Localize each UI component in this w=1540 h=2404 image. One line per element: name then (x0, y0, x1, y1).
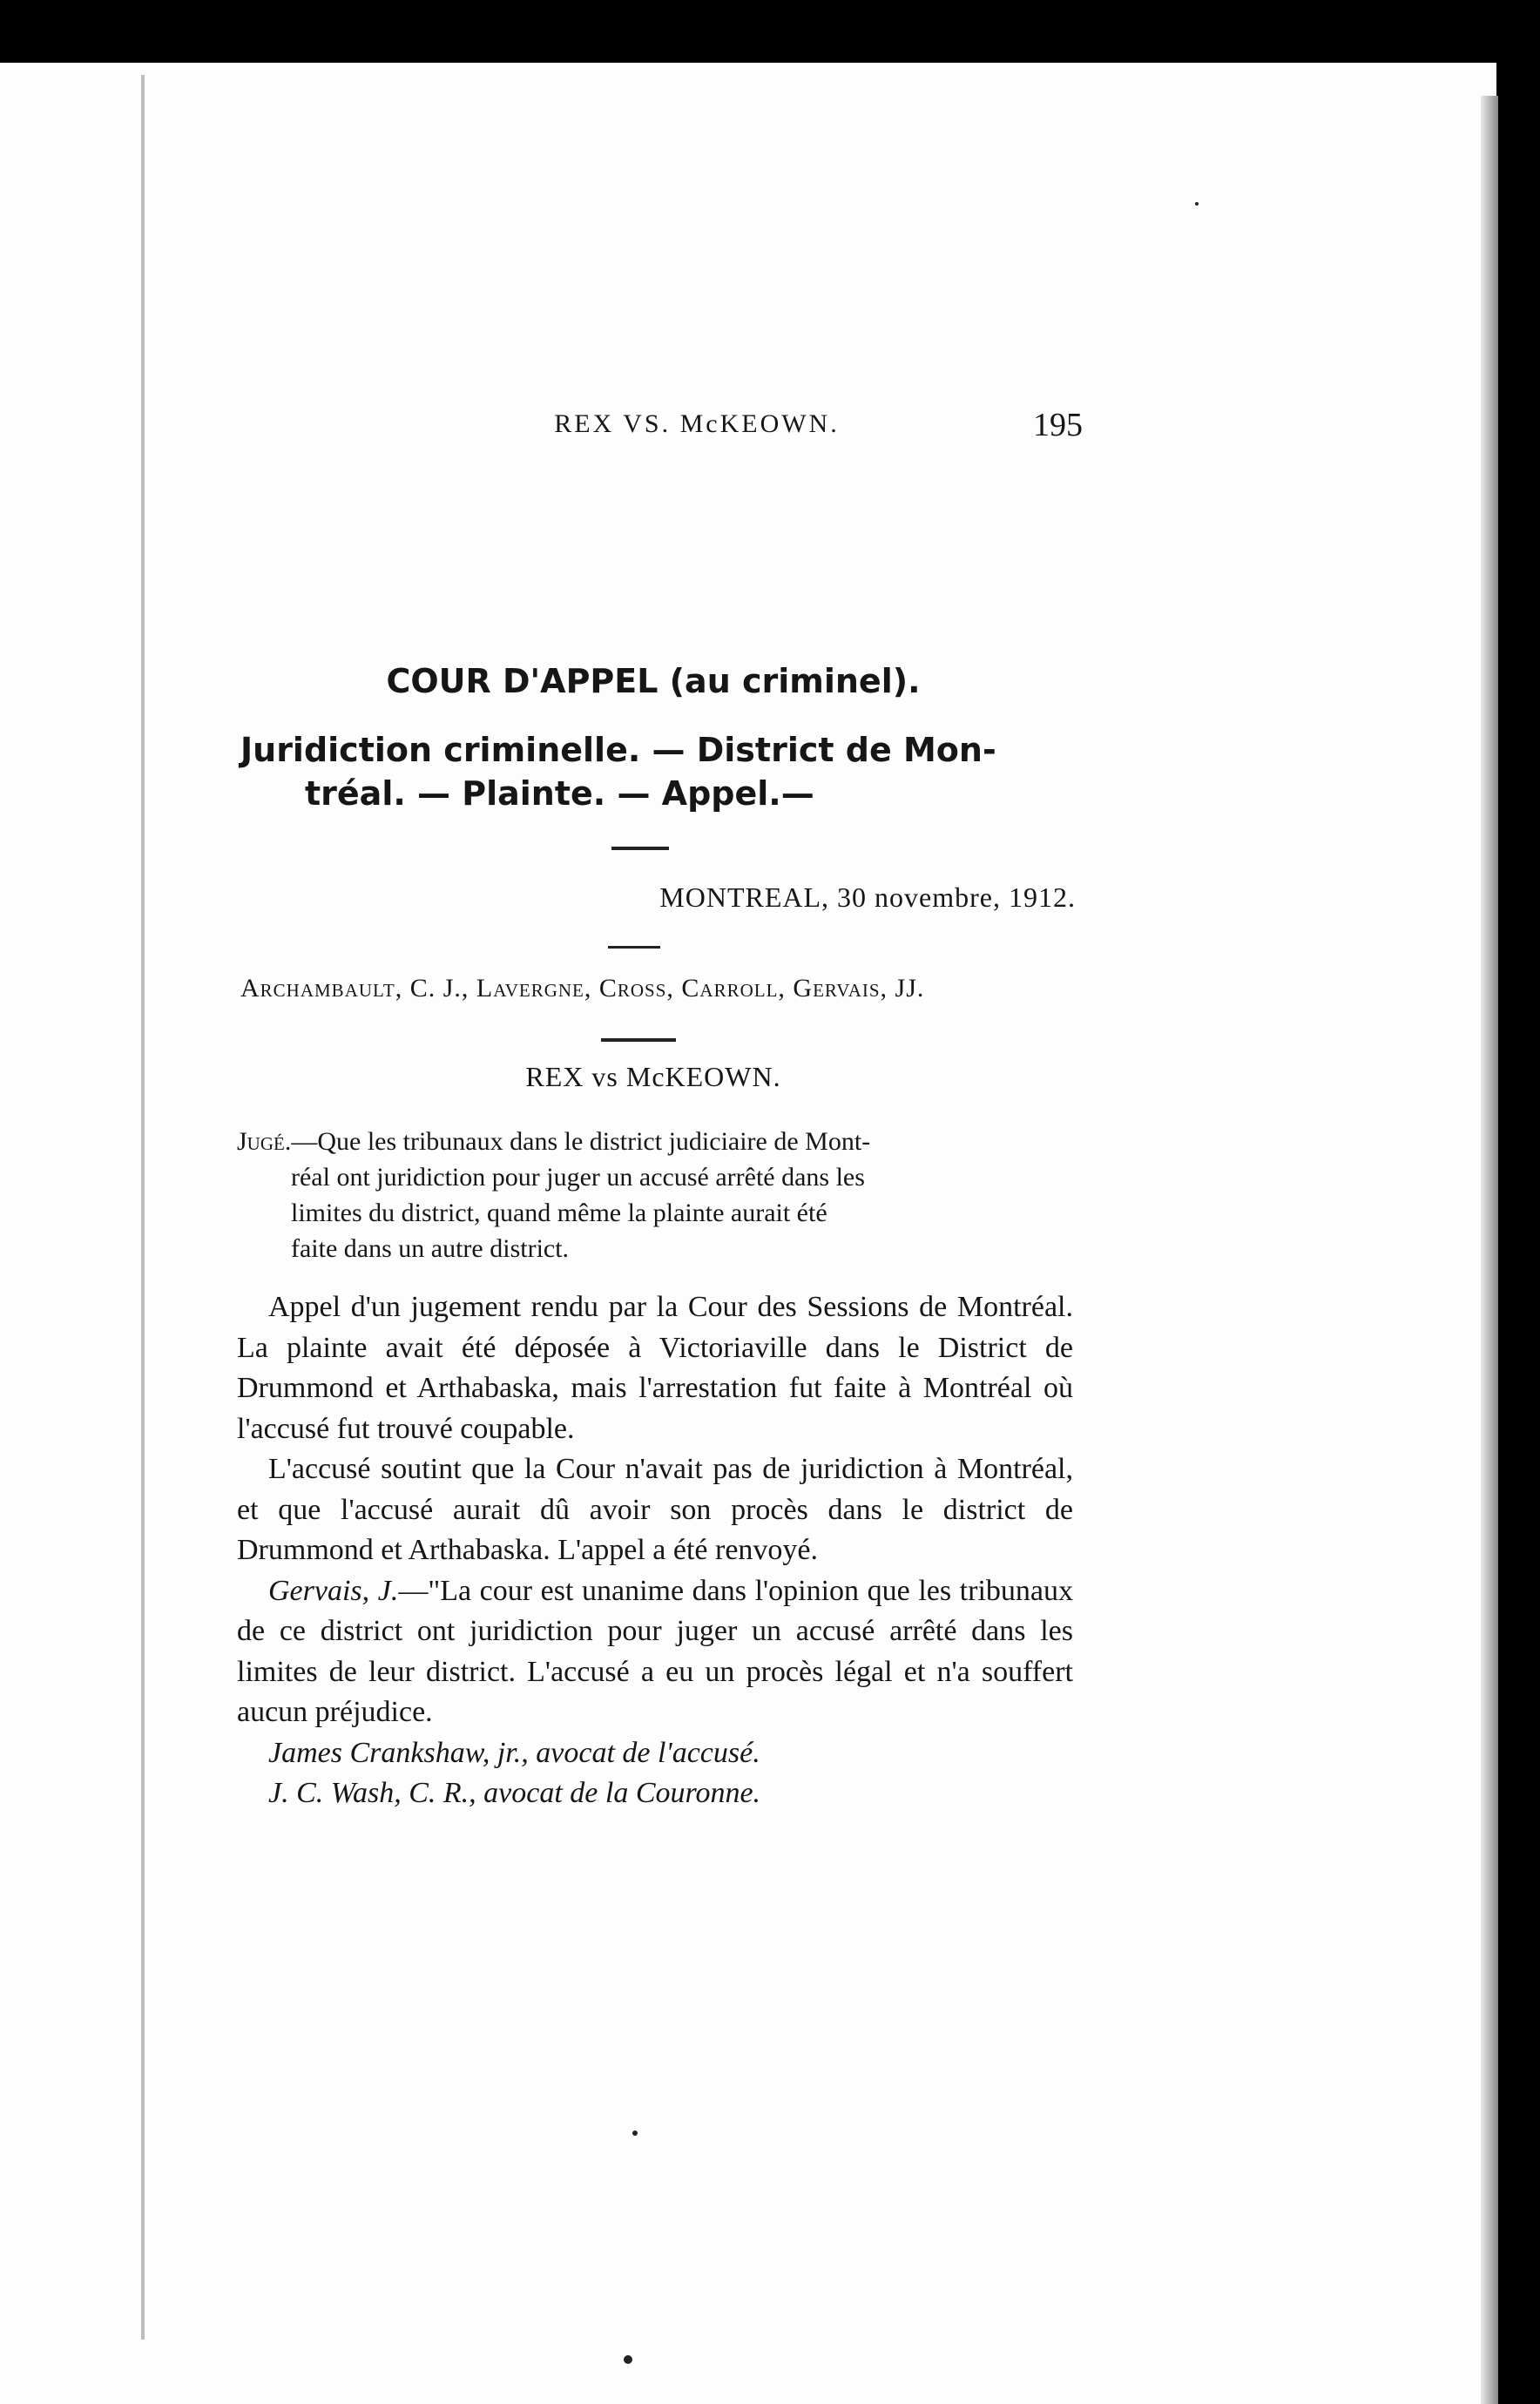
judgment-text: —"La cour est unanime dans l'opinion que les tribunaux de ce district ont juridiction pour juger un accusé arrêté dans les limites de leur district. L'accusé a eu un procès légal et n'a souffert aucun préjudice. (237, 1574, 1073, 1728)
paragraph-appeal: Appel d'un jugement rendu par la Cour des Sessions de Montréal. La plainte avait été déposée à Victoriaville dans le District de Drummond et Arthabaska, mais l'arrestation fut faite à Montréal où l'accusé fut trouvé coupable. (237, 1291, 1073, 1445)
page-number: 195 (1033, 407, 1083, 443)
syllabus-line: réal ont juridiction pour juger un accusé arrêté dans les (291, 1163, 865, 1192)
page-edge-shadow (1481, 96, 1498, 2404)
paragraph-judgment (237, 1571, 1073, 1733)
scan-speck (624, 2355, 632, 2364)
page-gutter-line (141, 75, 145, 2340)
subject-heading (240, 728, 1077, 815)
court-heading: COUR D'APPEL (au criminel). (386, 662, 921, 700)
scan-speck (1195, 202, 1199, 206)
separator-rule (601, 1038, 676, 1042)
counsel-crown: J. C. Wash, C. R., avocat de la Couronne. (268, 1777, 761, 1809)
counsel-accused: James Crankshaw, jr., avocat de l'accusé. (268, 1736, 760, 1769)
syllabus-line: limites du district, quand même la plainte aurait été (291, 1199, 827, 1227)
syllabus-line: —Que les tribunaux dans le district judiciaire de Mont- (291, 1127, 871, 1156)
separator-rule (608, 946, 660, 949)
syllabus (237, 1124, 1073, 1266)
dateline: MONTREAL, 30 novembre, 1912. (659, 881, 1076, 913)
subject-heading-line-2: tréal. — Plainte. — Appel.— (305, 774, 814, 813)
syllabus-label: Jugé. (237, 1127, 292, 1156)
separator-rule (611, 847, 669, 850)
judge-name: Gervais, J. (268, 1574, 399, 1607)
paragraph-defense: L'accusé soutint que la Cour n'avait pas de juridiction à Montréal, et que l'accusé aurait dû avoir son procès dans le district de Drummond et Arthabaska. L'appel a été renvoyé. (237, 1453, 1073, 1566)
subject-heading-line-1: Juridiction criminelle. — District de Mon- (240, 731, 996, 769)
judges-line: Archambault, C. J., Lavergne, Cross, Carroll, Gervais, JJ. (240, 974, 925, 1003)
running-head: REX VS. McKEOWN. (554, 409, 840, 438)
body-text (237, 1287, 1073, 1814)
syllabus-line: faite dans un autre district. (291, 1234, 570, 1263)
case-title: REX vs McKEOWN. (525, 1061, 781, 1092)
scan-speck (632, 2131, 638, 2136)
